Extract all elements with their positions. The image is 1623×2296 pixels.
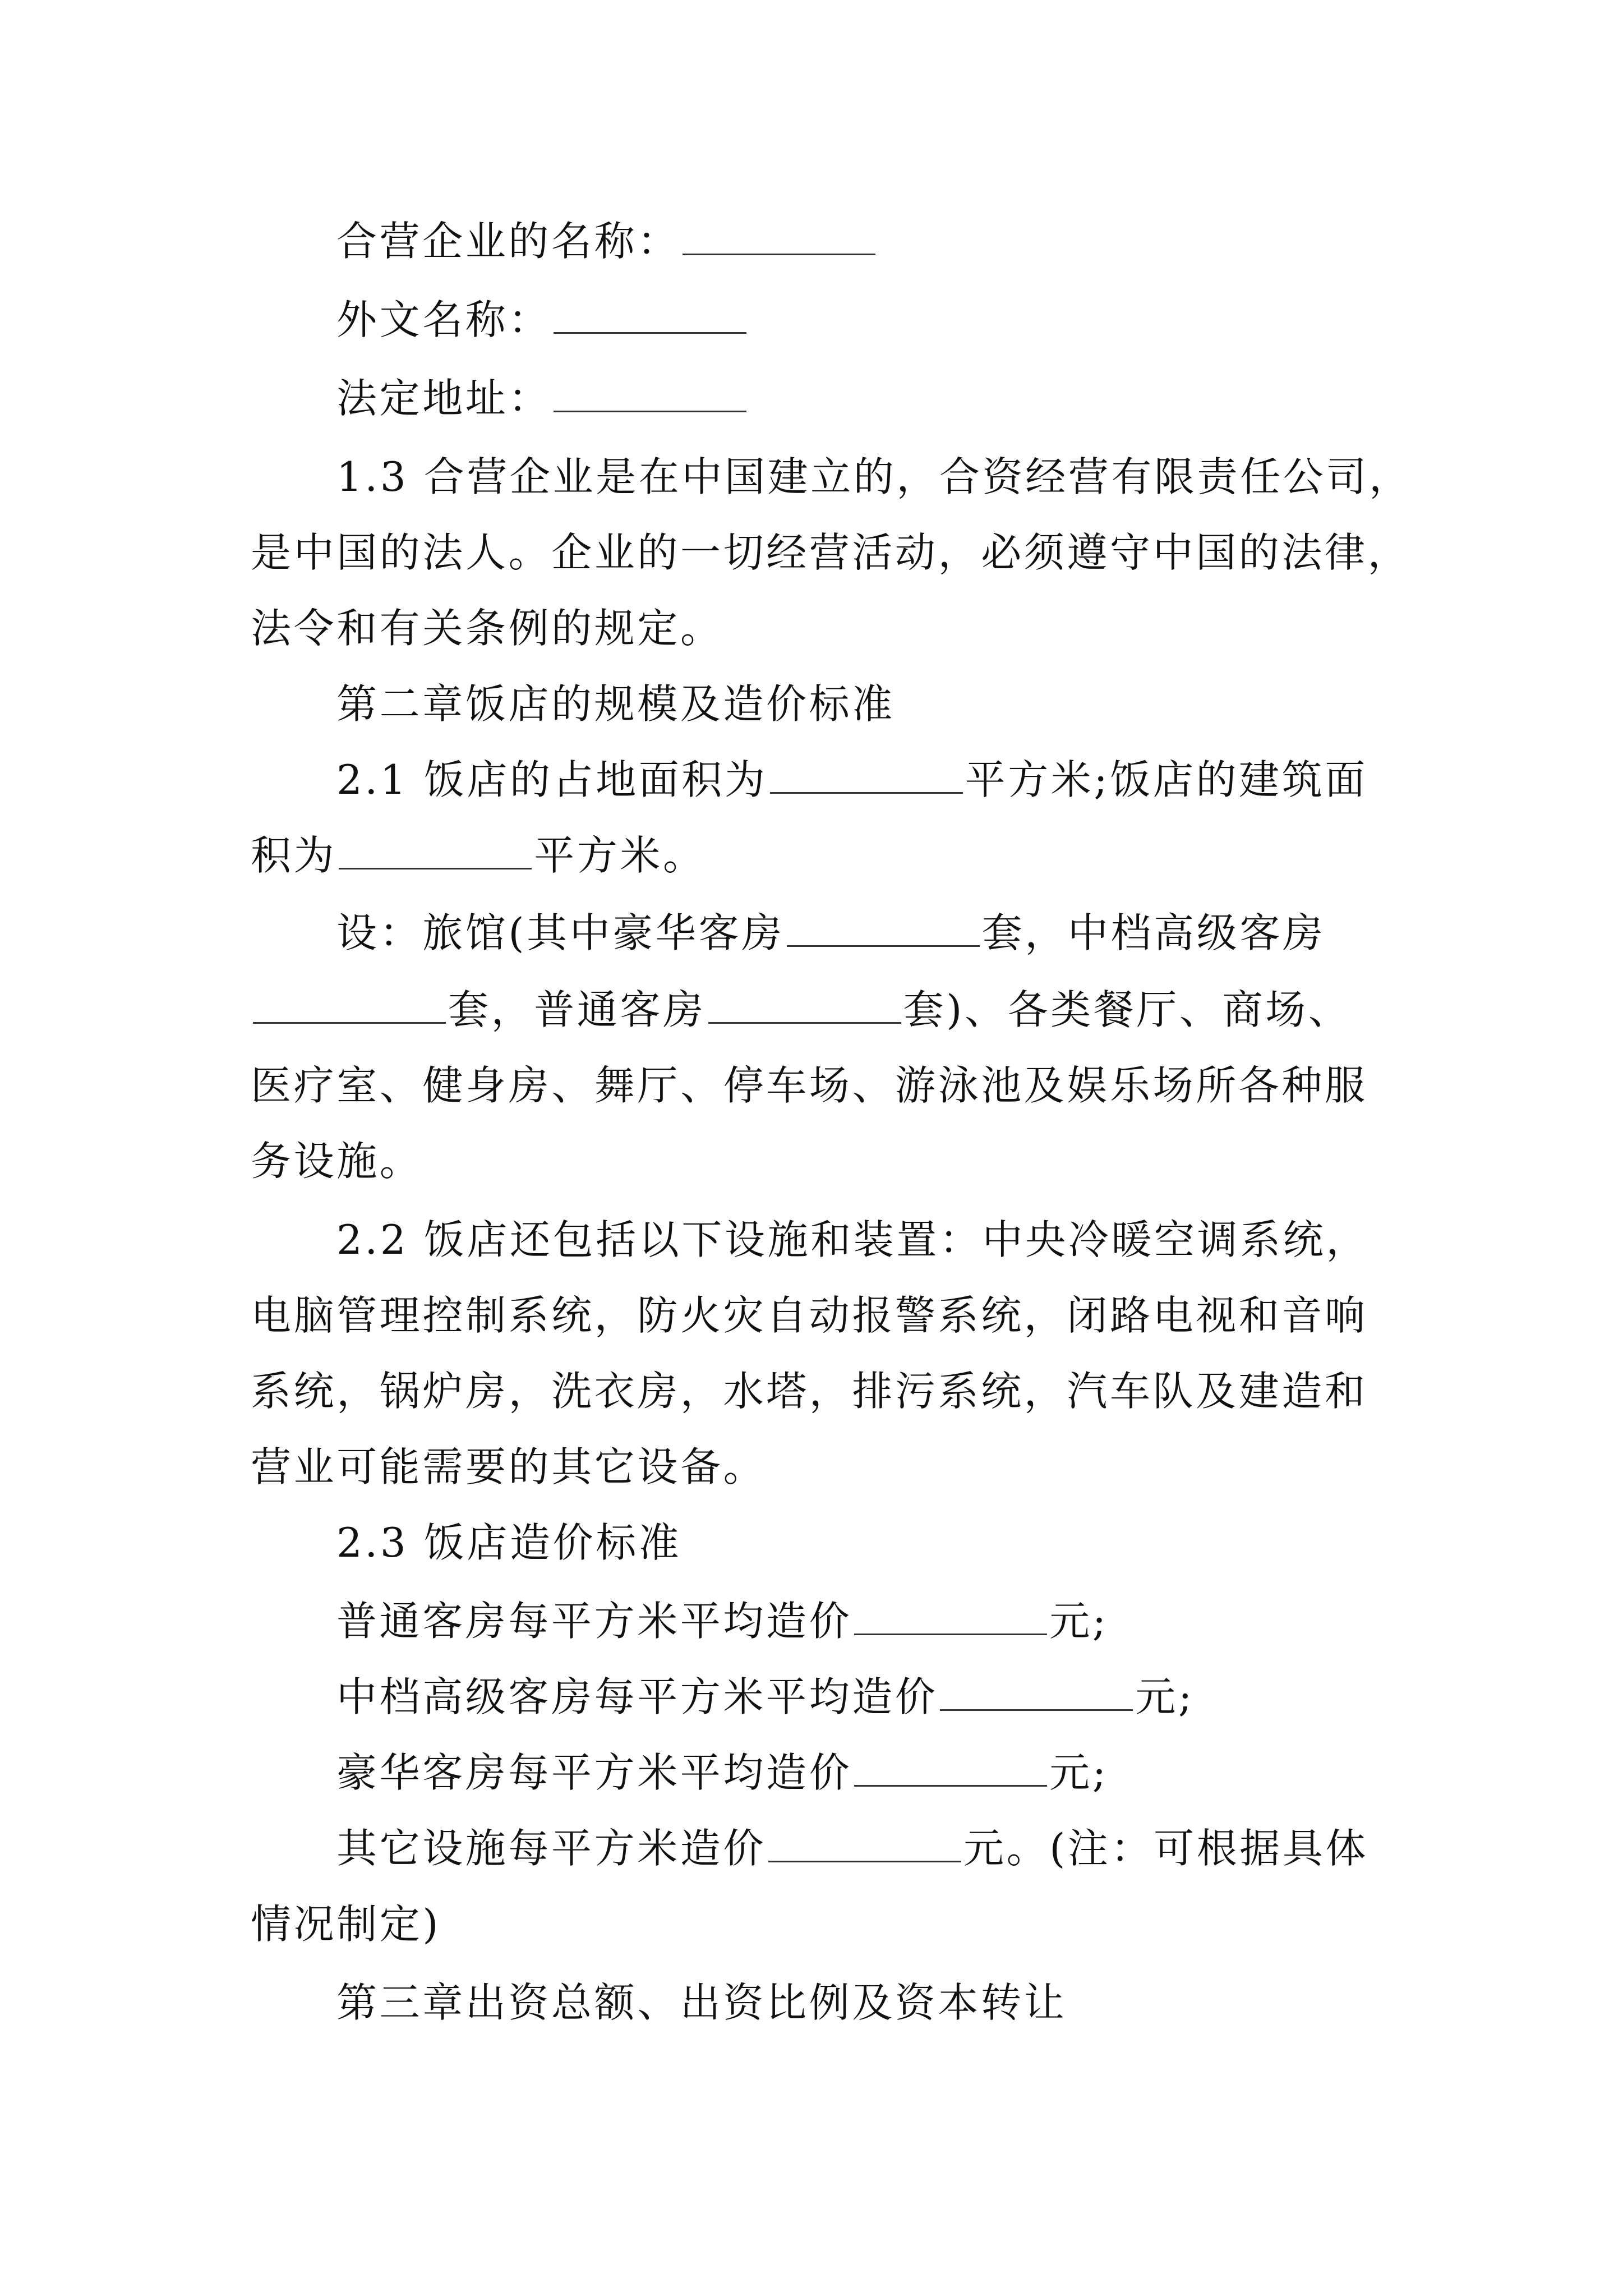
- facilities-line-3: 医疗室、健身房、舞厅、停车场、游泳池及娱乐场所各种服: [251, 1062, 1368, 1109]
- cost-other-facilities-line-2: 情况制定): [251, 1901, 441, 1948]
- facilities-line-4: 务设施。: [251, 1138, 423, 1185]
- paragraph-2-2-line-3: 系统，锅炉房，洗衣房，水塔，排污系统，汽车队及建造和: [251, 1368, 1368, 1415]
- cost-other-facilities-line-1: 其它设施每平方米造价 元。(注：可根据具体: [336, 1825, 1369, 1872]
- paragraph-2-2-line-1: 2.2 饭店还包括以下设施和装置：中央冷暖空调系统，: [336, 1216, 1369, 1263]
- fill-in-blank: [683, 222, 875, 255]
- paragraph-2-2-line-4: 营业可能需要的其它设备。: [251, 1443, 767, 1490]
- field-legal-address: 法定地址：: [336, 370, 1384, 426]
- chapter-3-heading: 第三章出资总额、出资比例及资本转让: [336, 1979, 1067, 2026]
- fill-in-blank: [339, 836, 532, 869]
- fill-in-blank: [854, 1602, 1047, 1635]
- paragraph-1-3-line-2: 是中国的法人。企业的一切经营活动，必须遵守中国的法律，: [251, 529, 1411, 576]
- facilities-line-1: 设：旅馆(其中豪华客房 套，中档高级客房: [336, 909, 1326, 956]
- section-2-3-heading: 2.3 饭店造价标准: [336, 1519, 682, 1566]
- fill-in-blank: [554, 379, 746, 412]
- paragraph-2-2-line-2: 电脑管理控制系统，防火灾自动报警系统，闭路电视和音响: [251, 1292, 1368, 1339]
- cost-standard-rooms: 普通客房每平方米平均造价 元;: [336, 1598, 1109, 1645]
- cost-luxury-rooms: 豪华客房每平方米平均造价 元;: [336, 1749, 1109, 1796]
- fill-in-blank: [940, 1678, 1133, 1711]
- field-foreign-name: 外文名称：: [336, 292, 1384, 348]
- facilities-line-2: 套，普通客房 套)、各类餐厅、商场、: [251, 982, 1384, 1038]
- fill-in-blank: [854, 1754, 1047, 1787]
- paragraph-1-3-line-1: 1.3 合营企业是在中国建立的，合资经营有限责任公司，: [336, 453, 1412, 500]
- fill-in-blank: [708, 991, 901, 1024]
- field-jv-name: 合营企业的名称：: [336, 213, 1384, 269]
- paragraph-2-1-line-2: 积为 平方米。: [251, 832, 706, 879]
- fill-in-blank: [253, 991, 446, 1024]
- paragraph-1-3-line-3: 法令和有关条例的规定。: [251, 605, 723, 652]
- chapter-2-heading: 第二章饭店的规模及造价标准: [336, 680, 895, 728]
- fill-in-blank: [768, 1829, 961, 1862]
- fill-in-blank: [787, 914, 980, 947]
- fill-in-blank: [770, 761, 963, 794]
- paragraph-2-1-line-1: 2.1 饭店的占地面积为 平方米;饭店的建筑面: [336, 756, 1368, 803]
- cost-mid-grade-rooms: 中档高级客房每平方米平均造价 元;: [336, 1673, 1195, 1720]
- fill-in-blank: [554, 301, 746, 334]
